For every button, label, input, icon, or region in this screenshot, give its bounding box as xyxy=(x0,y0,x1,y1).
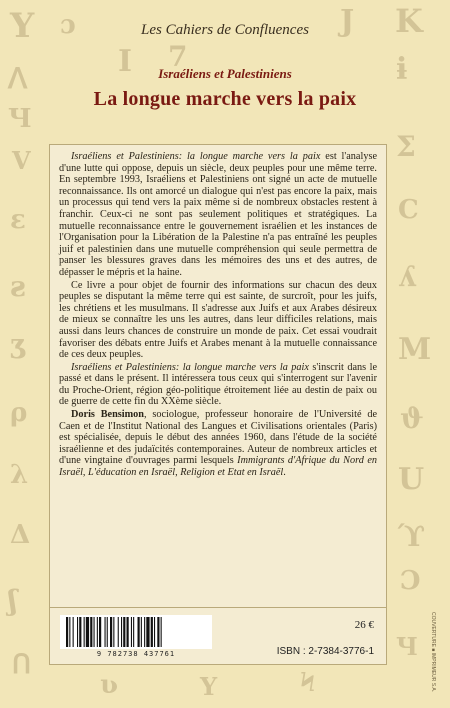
barcode-bar xyxy=(113,617,114,647)
book-reference: Immigrants d'Afrique du Nord en Israël xyxy=(59,455,377,479)
barcode-bar xyxy=(133,617,134,647)
barcode-bar xyxy=(144,617,145,647)
barcode-bar xyxy=(84,617,85,647)
barcode-bar xyxy=(77,617,78,647)
book-title: La longue marche vers la paix xyxy=(93,88,357,110)
barcode-number: 9 782738 437761 xyxy=(96,650,176,658)
barcode-bar xyxy=(161,617,162,647)
barcode-bar xyxy=(121,617,122,647)
barcode-bar xyxy=(131,617,132,647)
title-reference: Israéliens et Palestiniens: la longue marche vers la paix xyxy=(71,151,321,162)
series-name: Les Cahiers de Confluences xyxy=(141,22,309,38)
barcode-bar xyxy=(79,617,81,647)
paragraph-1: Israéliens et Palestiniens: la longue marche vers la paix est l'analyse d'une lutte qui oppose, depuis un siècle, deux peuples pour une même terre. En septembre 1993, Israéliens et Palestiniens ont signé un acte de mutuelle reconnaissance. Ils ont amorcé un dialogue qui n'est pas encore la paix, mais un processus qui tend vers la paix même si de nombreux obstacles restent à franchir. Ceux-ci ne sont pas seulement politiques et stratégiques. La mutuelle reconnaissance entre le gouvernement israélien et les instances de l'Organisation pour la Libération de la Palestine n'a pas entraîné les peuples juif et palestinien dans une mutuelle compréhension qui seule permettra de panser les blessures graves dans les mémoires des uns et des autres, de dépasser le mépris et la haine. xyxy=(59,151,377,278)
book-reference: L'éducation en Israël xyxy=(88,467,176,479)
side-credit: COUVERTURE ■ IMPRIMEUR S.A. xyxy=(430,612,436,693)
barcode-bar xyxy=(154,617,155,647)
barcode-bars xyxy=(60,615,212,649)
barcode-bar xyxy=(107,617,108,647)
barcode-bar xyxy=(86,617,89,647)
barcode-bar xyxy=(94,617,95,647)
barcode-bar xyxy=(127,617,129,647)
barcode-bar xyxy=(138,617,140,647)
barcode-bar xyxy=(69,617,70,647)
barcode-bar xyxy=(73,617,74,647)
barcode-bar xyxy=(90,617,92,647)
author-name: Doris Bensimon xyxy=(71,409,144,421)
barcode-bar xyxy=(151,617,153,647)
barcode-bar xyxy=(99,617,101,647)
barcode-bar xyxy=(141,617,142,647)
isbn: ISBN : 2-7384-3776-1 xyxy=(276,646,374,657)
paragraph-2: Ce livre a pour objet de fournir des informations sur chacun des deux peuples se disputant la même terre qui est sainte, de surcroît, pour les juifs, les chrétiens et les musulmans. Il s'adresse aux Juifs et aux Arabes désireux de mieux se connaître les uns les autres, dans leur difficiles relations, mais aussi dans leurs chances de construire un monde de paix. Cet essai voudrait favoriser des débats entre Juifs et Arabes menant à la mutuelle connaissance de ces deux peuples. xyxy=(59,279,377,361)
barcode-area xyxy=(49,608,387,665)
barcode-bar xyxy=(97,617,98,647)
barcode-bar xyxy=(118,617,119,647)
barcode-bar xyxy=(123,617,125,647)
author-bio: Doris Bensimon, sociologue, professeur honoraire de l'Université de Caen et de l'Institut National des Langues et Civilisations orientales (Paris) est spécialisée, depuis le début des années 1960, dans l'étude de la société israélienne et des judaïcités contemporaines. Auteur de nombreux articles et d'une vingtaine d'ouvrages parmi lesquels Immigrants d'Afrique du Nord en Israël, L'éducation en Israël, Religion et Etat en Israël. xyxy=(59,409,377,479)
book-reference: Religion et Etat en Israël xyxy=(180,467,284,479)
barcode-bar xyxy=(66,617,68,647)
barcode-bar xyxy=(157,617,159,647)
barcode-bar xyxy=(110,617,112,647)
barcode-bar xyxy=(105,617,106,647)
price: 26 € xyxy=(354,619,374,631)
barcode-bar xyxy=(146,617,149,647)
back-cover-text xyxy=(49,144,387,608)
barcode xyxy=(60,615,212,649)
book-subtitle: Israéliens et Palestiniens xyxy=(158,66,292,81)
paragraph-3: Israéliens et Palestiniens: la longue marche vers la paix s'inscrit dans le passé et dans le présent. Il intéressera tous ceux qui s'interrogent sur l'avenir du Proche-Orient, région géo-politique étroitement liée au destin de paix ou de guerre de cette fin du XXème siècle. xyxy=(59,361,377,408)
title-reference: Israéliens et Palestiniens: la longue marche vers la paix xyxy=(71,361,309,373)
